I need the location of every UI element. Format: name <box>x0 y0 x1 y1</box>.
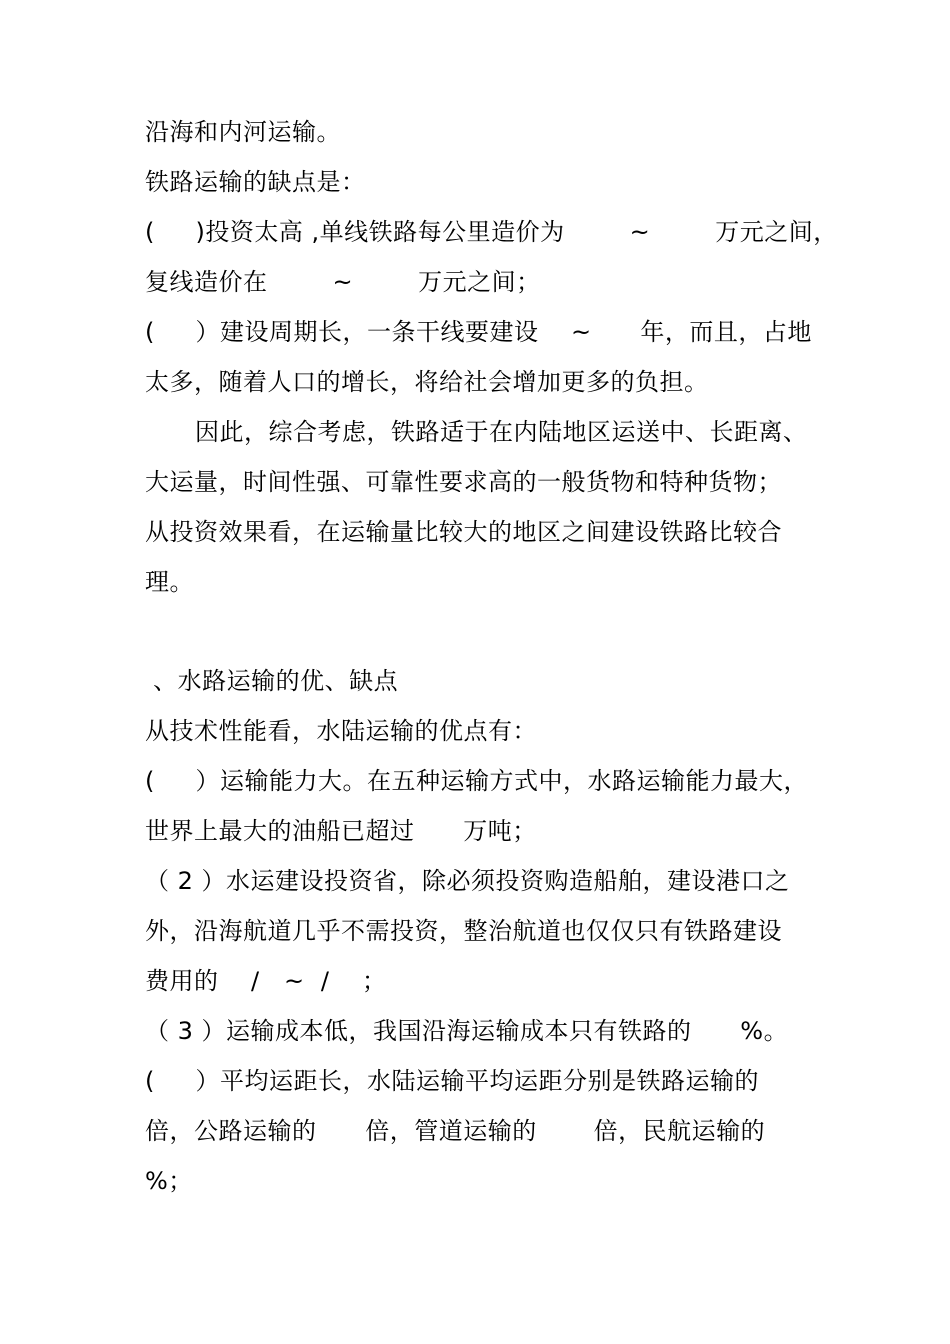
text-line: ( ）运输能力大。在五种运输方式中，水路运输能力最大， <box>145 767 809 795</box>
text-line: 太多，随着人口的增长，将给社会增加更多的负担。 <box>145 368 709 396</box>
text-line: 铁路运输的缺点是： <box>145 168 366 196</box>
text-line: 从技术性能看，水陆运输的优点有： <box>145 717 537 745</box>
text-line: （ 2 ）水运建设投资省，除必须投资购造船舶，建设港口之 <box>145 867 790 895</box>
section-heading: 、水路运输的优、缺点 <box>145 667 399 695</box>
text-line: 从投资效果看，在运输量比较大的地区之间建设铁路比较合 <box>145 518 782 546</box>
text-line: 外，沿海航道几乎不需投资，整治航道也仅仅只有铁路建设 <box>145 917 782 945</box>
text-line: （ 3 ）运输成本低，我国沿海运输成本只有铁路的 %。 <box>145 1017 789 1045</box>
text-line: 理。 <box>145 568 194 596</box>
text-line: 因此，综合考虑，铁路适于在内陆地区运送中、长距离、 <box>195 418 808 446</box>
text-line: ( )投资太高 ,单线铁路每公里造价为 ~ 万元之间， <box>145 218 838 246</box>
text-line: %； <box>145 1167 193 1195</box>
text-line: 大运量，时间性强、可靠性要求高的一般货物和特种货物； <box>145 468 782 496</box>
text-line: ( ）平均运距长，水陆运输平均运距分别是铁路运输的 <box>145 1067 760 1095</box>
text-line: 世界上最大的油船已超过 万吨； <box>145 817 537 845</box>
text-line: 倍，公路运输的 倍，管道运输的 倍，民航运输的 <box>145 1117 766 1145</box>
text-line: 费用的 / ~ / ； <box>145 967 387 995</box>
text-line: ( ）建设周期长，一条干线要建设 ~ 年，而且，占地 <box>145 318 812 346</box>
text-line: 沿海和内河运输。 <box>145 118 341 146</box>
text-line: 复线造价在 ~ 万元之间； <box>145 268 541 296</box>
